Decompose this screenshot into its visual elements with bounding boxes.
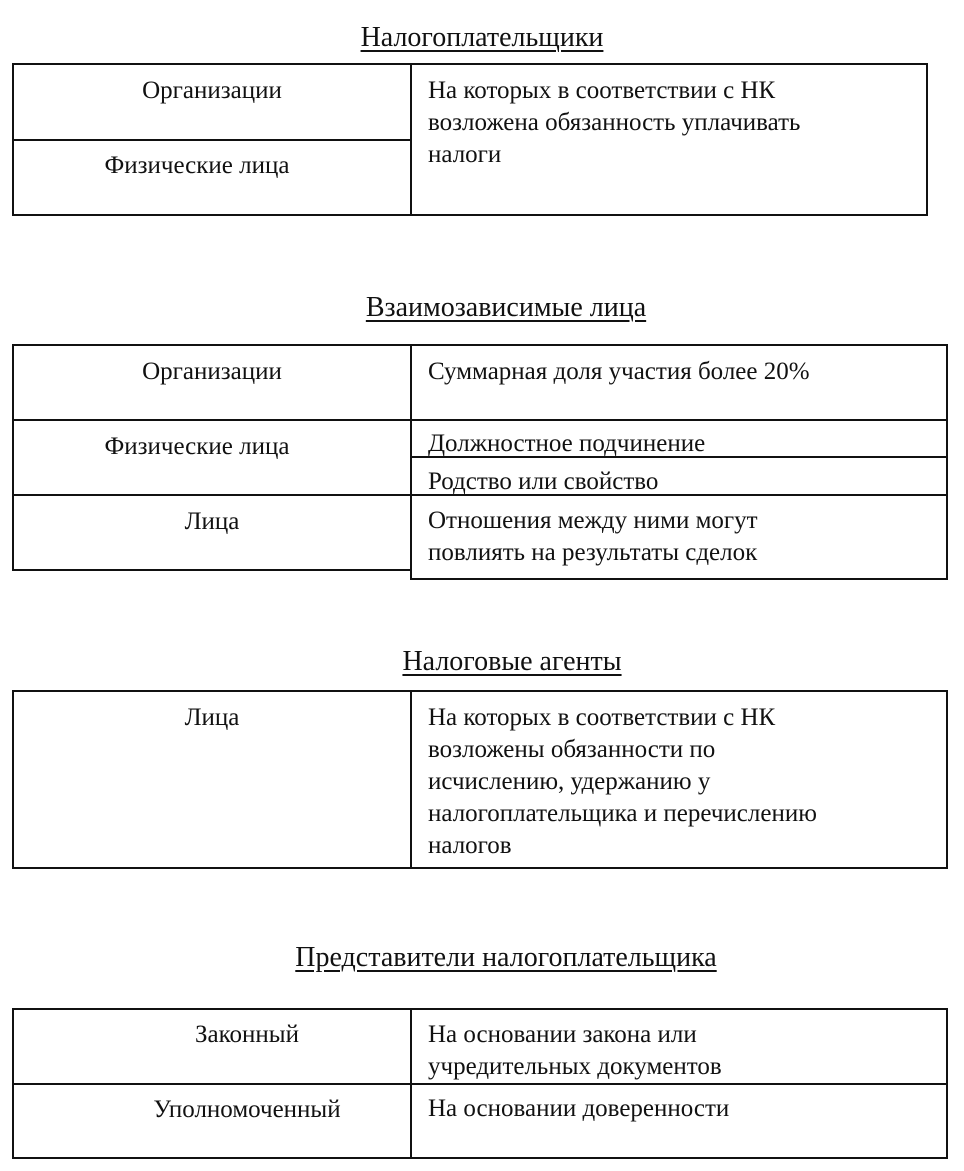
row-divider (13, 1083, 947, 1085)
left-cell: Физические лица (104, 152, 290, 179)
right-cell: Родство или свойство (428, 468, 659, 495)
section-title: Представители налогоплательщика (295, 942, 717, 973)
left-cell: Лица (184, 704, 240, 731)
left-cell: Организации (142, 358, 282, 385)
column-divider (410, 691, 412, 868)
section-title: Налогоплательщики (360, 22, 604, 53)
row-divider (13, 494, 411, 496)
left-cell: Физические лица (104, 433, 290, 460)
section-title: Взаимозависимые лица (365, 292, 647, 323)
left-cell: Организации (142, 77, 282, 104)
right-cell: Суммарная доля участия более 20% (428, 358, 810, 385)
right-cell: На которых в соответствии с НК возложена обязанность уплачивать налоги (428, 77, 801, 168)
right-cell: На которых в соответствии с НК возложены обязанности по исчислению, удержанию у налогоплательщика и перечислению налогов (428, 704, 817, 859)
section-title: Налоговые агенты (402, 646, 622, 677)
right-cell: Отношения между ними могут повлиять на результаты сделок (428, 507, 758, 566)
right-cell: На основании закона или учредительных документов (428, 1021, 722, 1080)
row-divider (13, 419, 947, 421)
right-cell: На основании доверенности (428, 1095, 730, 1122)
row-divider (13, 139, 411, 141)
right-cell: Должностное подчинение (428, 430, 706, 457)
left-cell: Законный (195, 1021, 299, 1048)
left-cell: Уполномоченный (153, 1096, 341, 1123)
left-cell: Лица (184, 508, 240, 535)
